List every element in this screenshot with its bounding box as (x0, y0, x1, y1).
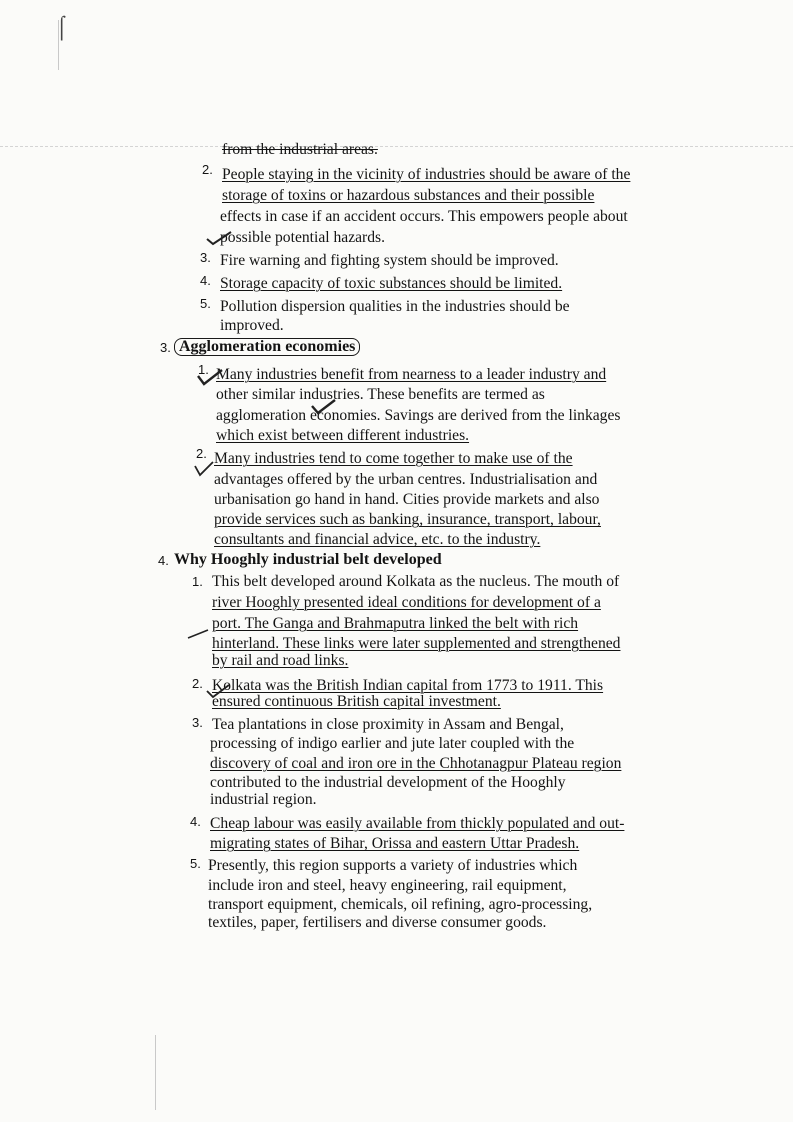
list-number: 2. (202, 162, 213, 177)
text-line: possible potential hazards. (220, 229, 385, 246)
margin-bracket-icon: ⌠ (55, 14, 69, 39)
text-line: industrial region. (210, 791, 317, 808)
text-line: hinterland. These links were later supplemented and strengthened (212, 635, 621, 652)
list-number: 4. (190, 814, 201, 829)
text-line: Storage capacity of toxic substances should be limited. (220, 275, 563, 292)
list-number: 2. (192, 676, 203, 691)
text-line: from the industrial areas. (222, 141, 378, 158)
text-line: Pollution dispersion qualities in the industries should be (220, 298, 570, 315)
text-line: Kolkata was the British Indian capital from 1773 to 1911. This (212, 677, 604, 694)
text-line: textiles, paper, fertilisers and diverse consumer goods. (208, 914, 547, 931)
text-line: include iron and steel, heavy engineering, rail equipment, (208, 877, 567, 894)
heading-box: Agglomeration economies (174, 338, 360, 356)
scan-artifact (0, 146, 793, 147)
list-number: 3. (200, 250, 211, 265)
text-line: processing of indigo earlier and jute later coupled with the (210, 735, 575, 752)
text-line: consultants and financial advice, etc. to the industry. (214, 531, 541, 548)
text-line: transport equipment, chemicals, oil refining, agro-processing, (208, 896, 593, 913)
scan-artifact (155, 1035, 156, 1110)
list-number: 5. (200, 296, 211, 311)
text-line: This belt developed around Kolkata as the nucleus. The mouth of (212, 573, 620, 590)
text-line: ensured continuous British capital investment. (212, 693, 501, 710)
text-line: People staying in the vicinity of industries should be aware of the (222, 166, 631, 183)
text-line: contributed to the industrial development of the Hooghly (210, 774, 566, 791)
text-line: Cheap labour was easily available from thickly populated and out- (210, 815, 625, 832)
text-line: Presently, this region supports a variety of industries which (208, 857, 578, 874)
text-line: advantages offered by the urban centres. Industrialisation and (214, 471, 598, 488)
text-line: port. The Ganga and Brahmaputra linked the belt with rich (212, 615, 579, 632)
tick-mark-icon (205, 683, 231, 699)
text-line: other similar industries. These benefits are termed as (216, 386, 545, 403)
text-line: urbanisation go hand in hand. Cities provide markets and also (214, 491, 600, 508)
text-line: provide services such as banking, insurance, transport, labour, (214, 511, 601, 528)
list-number: 1. (198, 362, 209, 377)
text-line: river Hooghly presented ideal conditions for development of a (212, 594, 601, 611)
text-line: Tea plantations in close proximity in Assam and Bengal, (212, 716, 564, 733)
section-heading (174, 338, 360, 356)
text-line: migrating states of Bihar, Orissa and eastern Uttar Pradesh. (210, 835, 580, 852)
text-line: by rail and road links. (212, 652, 349, 669)
text-line: agglomeration economies. Savings are derived from the linkages (216, 407, 621, 424)
tick-mark-icon (186, 628, 210, 640)
text-line: storage of toxins or hazardous substances and their possible (222, 187, 595, 204)
list-number: 5. (190, 856, 201, 871)
tick-mark-icon (196, 368, 226, 386)
section-heading: Why Hooghly industrial belt developed (174, 551, 442, 568)
tick-mark-icon (205, 230, 235, 246)
text-line: effects in case if an accident occurs. This empowers people about (220, 208, 628, 225)
list-number: 2. (196, 446, 207, 461)
section-number: 4. (158, 553, 169, 568)
text-line: Many industries tend to come together to make use of the (214, 450, 573, 467)
text-line: discovery of coal and iron ore in the Chhotanagpur Plateau region (210, 755, 622, 772)
text-line: improved. (220, 317, 284, 334)
list-number: 3. (192, 715, 203, 730)
scan-artifact (58, 20, 59, 70)
text-line: Many industries benefit from nearness to a leader industry and (216, 366, 607, 383)
list-number: 1. (192, 574, 203, 589)
tick-mark-icon (193, 460, 215, 478)
list-number: 4. (200, 273, 211, 288)
text-line: which exist between different industries. (216, 427, 470, 444)
section-number: 3. (160, 340, 171, 355)
text-line: Fire warning and fighting system should be improved. (220, 252, 559, 269)
tick-mark-icon (310, 398, 338, 416)
